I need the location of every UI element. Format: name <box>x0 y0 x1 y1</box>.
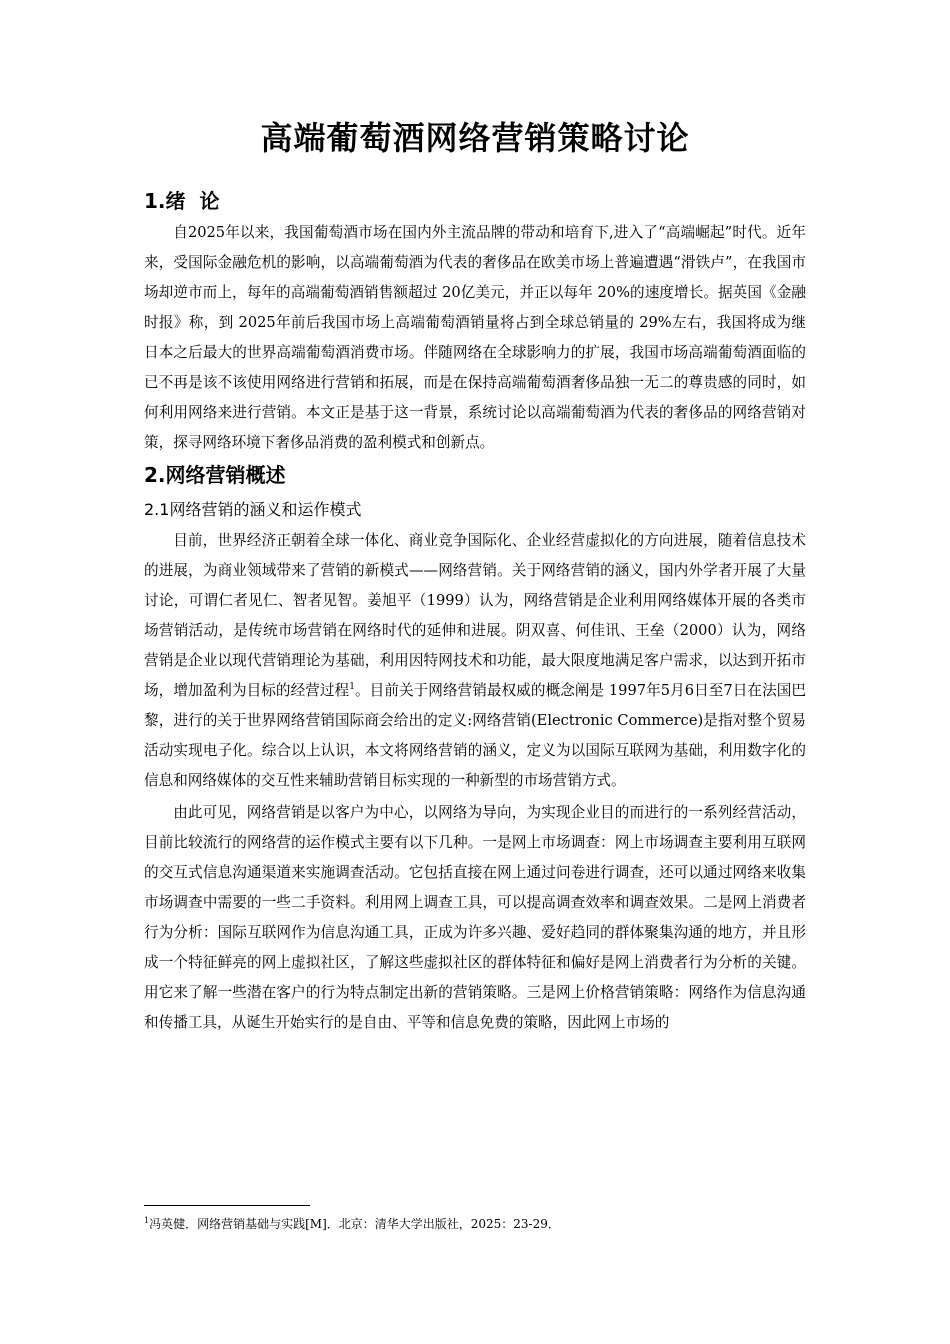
section-heading-overview: 2.网络营销概述 <box>144 463 286 487</box>
footnote-reference[interactable]: 1 <box>349 682 355 693</box>
document-title: 高端葡萄酒网络营销策略讨论 <box>260 119 690 157</box>
footnote-text: 冯英健．网络营销基础与实践[M]．北京：清华大学出版社，2025：23-29． <box>149 1217 560 1231</box>
section-heading-introduction: 1.绪 论 <box>144 189 220 213</box>
paragraph-definition-part2: 。目前关于网络营销最权威的概念阐是 1997年5月6日至7日在法国巴黎，进行的关于世界网络营销国际商会给出的定义:网络营销(Electronic Commerce)是指对整个贸易活动实现电子化。综合以上认识，本文将网络营销的涵义，定义为以国际互联网为基础，利用数字化的信息和网络媒体的交互性来辅助营销目标实现的一种新型的市场营销方式。 <box>144 682 806 789</box>
paragraph-definition-part1: 目前，世界经济正朝着全球一体化、商业竞争国际化、企业经营虚拟化的方向进展，随着信息技术的进展，为商业领域带来了营销的新模式——网络营销。关于网络营销的涵义，国内外学者开展了大量讨论，可谓仁者见仁、智者见智。姜旭平（1999）认为，网络营销是企业利用网络媒体开展的各类市场营销活动，是传统市场营销在网络时代的延伸和进展。阴双喜、何佳讯、王垒（2000）认为，网络营销是企业以现代营销理论为基础，利用因特网技术和功能，最大限度地满足客户需求，以达到开拓市场，增加盈利为目标的经营过程 <box>144 532 806 699</box>
paragraph-definition <box>144 526 806 796</box>
paragraph-operation-modes: 由此可见，网络营销是以客户为中心，以网络为导向，为实现企业目的而进行的一系列经营活动，目前比较流行的网络营的运作模式主要有以下几种。一是网上市场调查：网上市场调查主要利用互联网的交互式信息沟通渠道来实施调查活动。它包括直接在网上通过问卷进行调查，还可以通过网络来收集市场调查中需要的一些二手资料。利用网上调查工具，可以提高调查效率和调查效果。二是网上消费者行为分析：国际互联网作为信息沟通工具，正成为许多兴趣、爱好趋同的群体聚集沟通的地方，并且形成一个特征鲜亮的网上虚拟社区，了解这些虚拟社区的群体特征和偏好是网上消费者行为分析的关键。用它来了解一些潜在客户的行为特点制定出新的营销策略。三是网上价格营销策略：网络作为信息沟通和传播工具，从诞生开始实行的是自由、平等和信息免费的策略，因此网上市场的 <box>144 804 806 1031</box>
footnote-divider <box>144 1205 310 1206</box>
footnote <box>144 1212 806 1233</box>
paragraph-introduction: 自2025年以来，我国葡萄酒市场在国内外主流品牌的带动和培育下,进入了“高端崛起”时代。近年来，受国际金融危机的影响，以高端葡萄酒为代表的奢侈品在欧美市场上普遍遭遇“滑铁卢”，在我国市场却逆市而上，每年的高端葡萄酒销售额超过 20亿美元，并正以每年 20%的速度增长。据英国《金融时报》称，到 2025年前后我国市场上高端葡萄酒销量将占到全球总销量的 29%左右，我国将成为继日本之后最大的世界高端葡萄酒消费市场。伴随网络在全球影响力的扩展，我国市场高端葡萄酒面临的已不再是该不该使用网络进行营销和拓展，而是在保持高端葡萄酒奢侈品独一无二的尊贵感的同时，如何利用网络来进行营销。本文正是基于这一背景，系统讨论以高端葡萄酒为代表的奢侈品的网络营销对策，探寻网络环境下奢侈品消费的盈利模式和创新点。 <box>144 224 806 451</box>
subsection-heading-definition: 2.1网络营销的涵义和运作模式 <box>144 500 362 519</box>
footnote-mark: 1 <box>144 1216 150 1225</box>
document-body <box>144 110 806 1038</box>
